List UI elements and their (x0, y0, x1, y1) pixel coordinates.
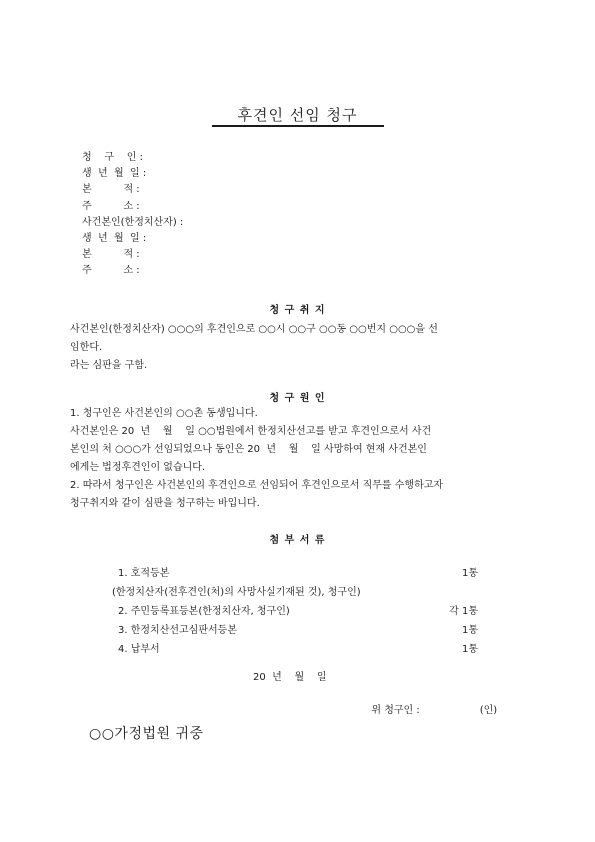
party-line: 생 년 월 일 : (82, 232, 147, 244)
cause-line: 2. 따라서 청구인은 사건본인의 후견인으로 선임되어 후견인으로서 직무를 수행하고자 (70, 480, 444, 491)
attachment-label: 1. 호적등본 (118, 568, 170, 579)
attachment-count: 1통 (461, 568, 478, 579)
cause-line: 에게는 법정후견인이 없습니다. (70, 462, 206, 473)
party-info (82, 150, 183, 280)
signer-label: 위 청구인 : (371, 705, 420, 716)
attachments-list (0, 564, 595, 659)
attachment-row (0, 602, 595, 621)
attachment-row (0, 640, 595, 659)
purpose-heading: 청 구 취 지 (269, 305, 326, 316)
signer-line (365, 690, 497, 716)
attachment-label: 3. 한정치산선고심판서등본 (118, 625, 237, 636)
party-line: 주 소 : (82, 265, 140, 277)
court-addressee: ○○가정법원 귀중 (89, 726, 204, 742)
attachment-row (0, 564, 595, 583)
party-line: 본 적 : (82, 249, 140, 261)
cause-body (70, 405, 530, 513)
seal-mark: (인) (479, 705, 498, 716)
attachment-count: 1통 (461, 644, 478, 655)
attachment-label: 2. 주민등록표등본(한정치산자, 청구인) (118, 606, 290, 617)
title-underline (212, 125, 384, 127)
attachment-row (0, 621, 595, 640)
party-line: 본 적 : (82, 184, 140, 196)
cause-line: 청구취지와 같이 심판을 청구하는 바입니다. (70, 498, 260, 509)
purpose-line: 임한다. (70, 342, 103, 353)
purpose-body (70, 321, 530, 375)
attachment-row (0, 583, 595, 602)
purpose-line: 사건본인(한정치산자) ○○○의 후견인으로 ○○시 ○○구 ○○동 ○○번지 ○○○을 선 (70, 324, 438, 335)
cause-line: 1. 청구인은 사건본인의 ○○촌 동생입니다. (70, 408, 258, 419)
cause-heading: 청 구 원 인 (269, 393, 326, 404)
party-line: 주 소 : (82, 200, 140, 212)
attachment-count: 1통 (461, 625, 478, 636)
attachment-label: (한정치산자(전후견인(처)의 사망사실기재된 것), 청구인) (112, 587, 361, 598)
party-line: 청 구 인 : (82, 152, 143, 163)
party-line: 생 년 월 일 : (82, 168, 147, 180)
purpose-line: 라는 심판을 구함. (70, 360, 148, 371)
attachment-label: 4. 납부서 (118, 644, 160, 655)
attachments-heading: 첨 부 서 류 (269, 535, 326, 546)
cause-line: 본인의 처 ○○○가 선임되었으나 동인은 20 년 월 일 사망하여 현재 사건본인 (70, 444, 427, 455)
date-line: 20 년 월 일 (253, 672, 327, 683)
attachment-count: 각 1통 (449, 606, 478, 617)
cause-line: 사건본인은 20 년 월 일 ○○법원에서 한정치산선고를 받고 후견인으로서 사건 (70, 426, 432, 437)
page-title: 후견인 선임 청구 (237, 106, 358, 124)
party-line: 사건본인(한정치산자) : (82, 216, 184, 228)
